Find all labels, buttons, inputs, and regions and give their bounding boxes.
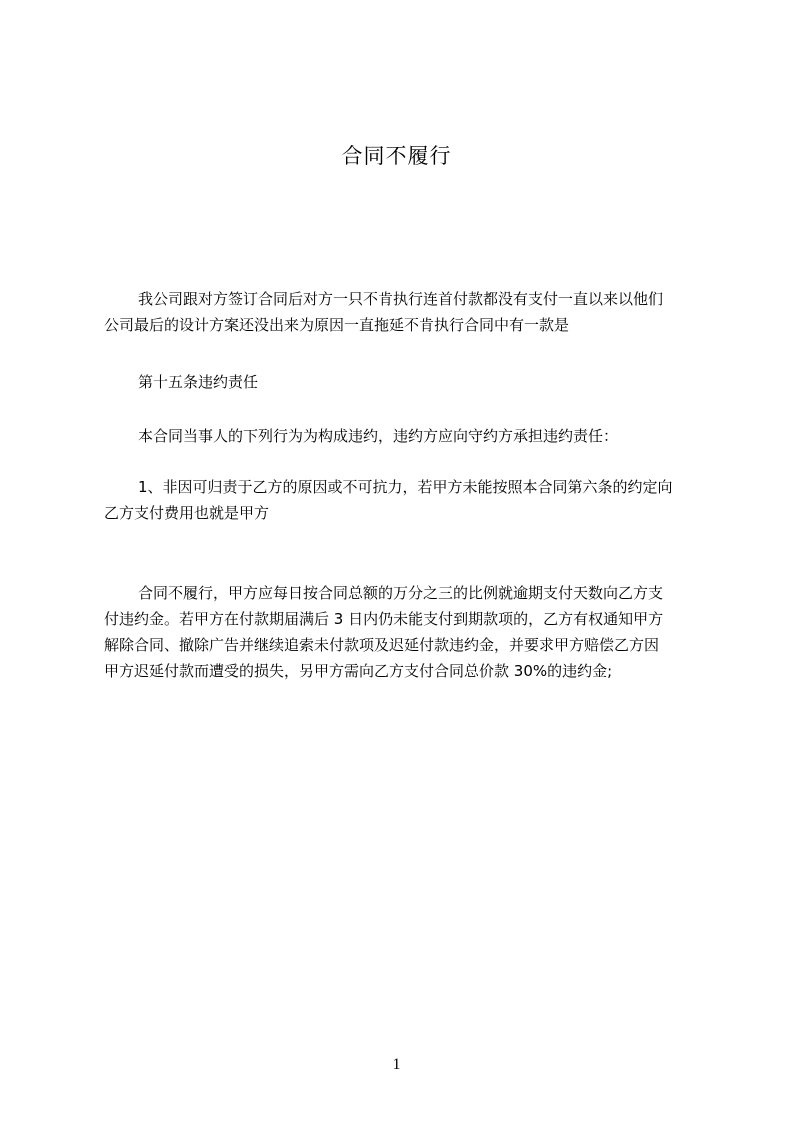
paragraph-line: 付违约金。若甲方在付款期届满后 3 日内仍未能支付到期款项的，乙方有权通知甲方: [104, 610, 664, 628]
paragraph-line: 第十五条违约责任: [138, 373, 259, 391]
paragraph-line: 我公司跟对方签订合同后对方一只不肯执行连首付款都没有支付一直以来以他们: [138, 290, 664, 308]
paragraph-item-1: [104, 474, 716, 526]
paragraph-line: 1、非因可归责于乙方的原因或不可抗力，若甲方未能按照本合同第六条的约定向: [138, 478, 673, 496]
paragraph-penalty: [104, 580, 716, 684]
page-number: 1: [392, 1056, 401, 1073]
paragraph-line: 乙方支付费用也就是甲方: [104, 504, 270, 522]
page-title: 合同不履行: [341, 144, 452, 168]
paragraph-breach-intro: [104, 423, 716, 449]
paragraph-line: 本合同当事人的下列行为为构成违约，违约方应向守约方承担违约责任：: [138, 427, 619, 445]
paragraph-line: 甲方迟延付款而遭受的损失，另甲方需向乙方支付合同总价款 30%的违约金;: [104, 662, 613, 680]
paragraph-background: [104, 286, 716, 338]
paragraph-line: 公司最后的设计方案还没出来为原因一直拖延不肯执行合同中有一款是: [104, 316, 570, 334]
paragraph-line: 合同不履行，甲方应每日按合同总额的万分之三的比例就逾期支付天数向乙方支: [138, 584, 664, 602]
paragraph-line: 解除合同、撤除广告并继续追索未付款项及迟延付款违约金，并要求甲方赔偿乙方因: [104, 636, 660, 654]
clause-heading: [104, 369, 716, 395]
